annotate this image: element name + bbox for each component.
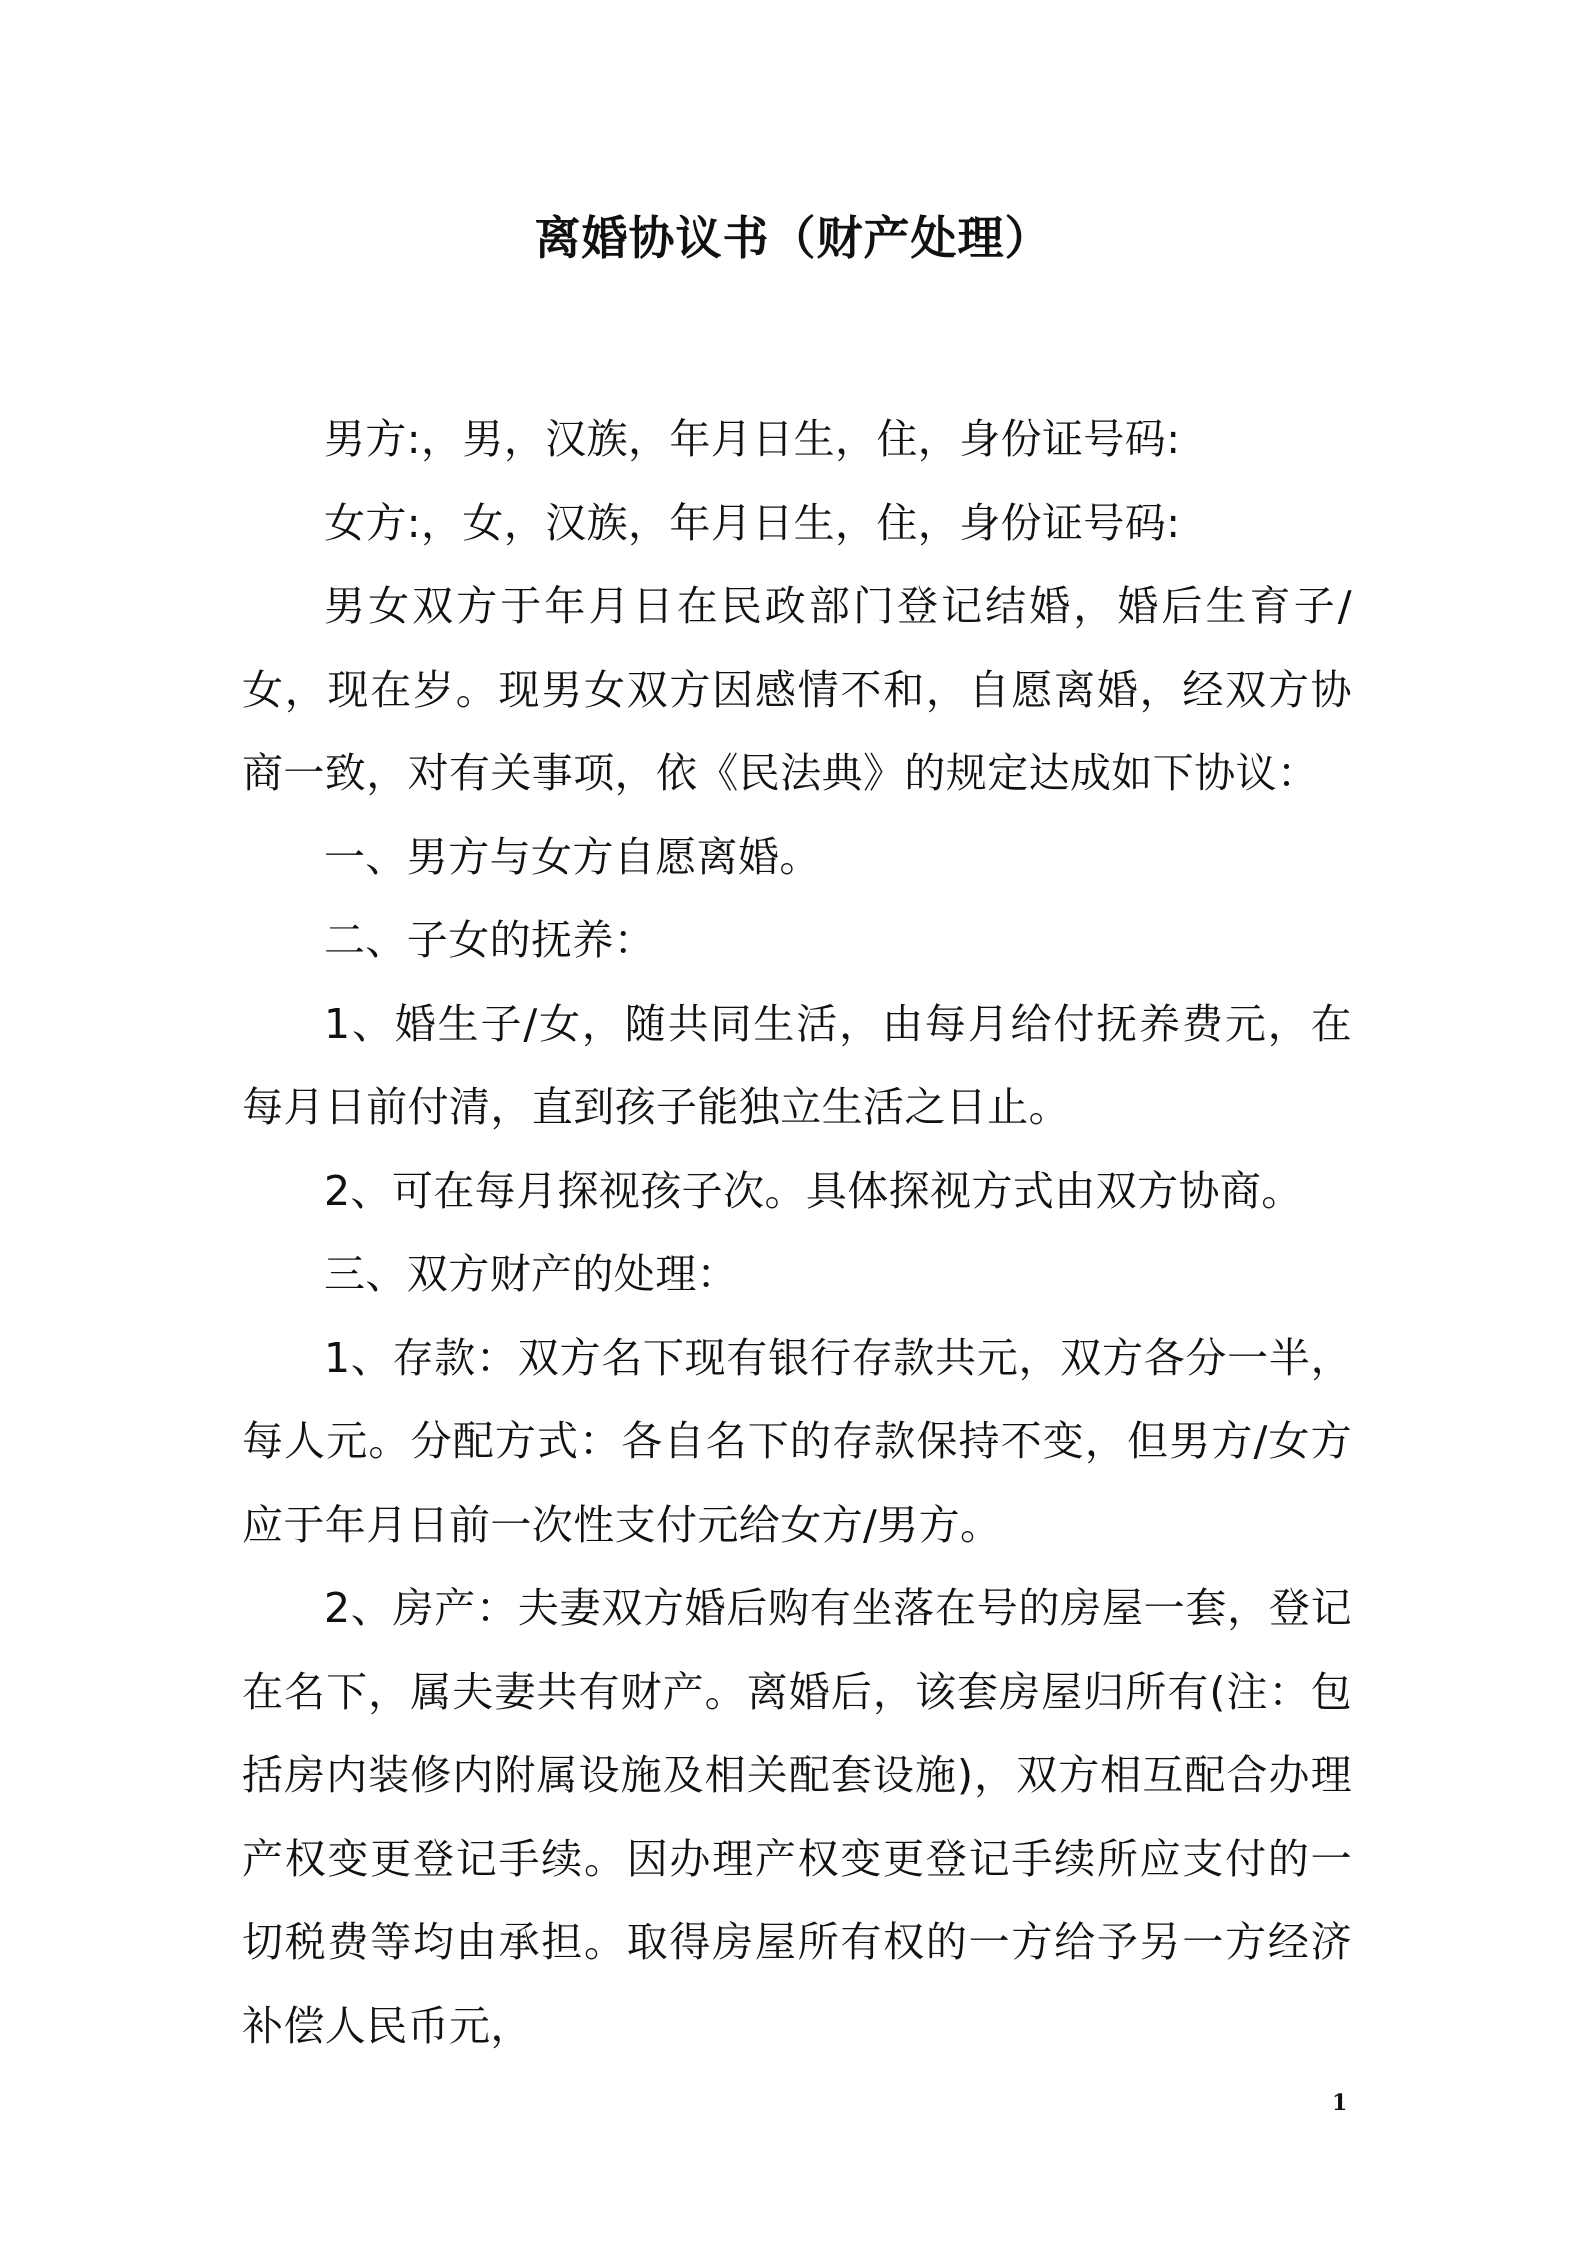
paragraph-female-party: 女方:，女，汉族，年月日生，住，身份证号码: <box>324 498 1181 547</box>
page-number: 1 <box>1332 2090 1348 2116</box>
paragraph-clause-1: 一、男方与女方自愿离婚。 <box>324 832 821 881</box>
paragraph-real-estate: 2、房产：夫妻双方婚后购有坐落在号的房屋一套，登记在名下，属夫妻共有财产。离婚后，该套房屋归所有(注：包括房内装修内附属设施及相关配套设施)，双方相互配合办理产权变更登记手续。因办理产权变更登记手续所应支付的一切税费等均由承担。取得房屋所有权的一方给予另一方经济补偿人民币元， <box>242 1584 1352 2050</box>
paragraph-child-support: 1、婚生子/女，随共同生活，由每月给付抚养费元，在每月日前付清，直到孩子能独立生活之日止。 <box>242 999 1352 1131</box>
paragraph-marriage-background: 男女双方于年月日在民政部门登记结婚，婚后生育子/女，现在岁。现男女双方因感情不和，自愿离婚，经双方协商一致，对有关事项，依《民法典》的规定达成如下协议： <box>242 582 1352 797</box>
paragraph-visitation: 2、可在每月探视孩子次。具体探视方式由双方协商。 <box>324 1166 1303 1215</box>
paragraph-clause-2-heading: 二、子女的抚养： <box>324 916 656 964</box>
paragraph-deposits: 1、存款：双方名下现有银行存款共元，双方各分一半，每人元。分配方式：各自名下的存款保持不变，但男方/女方应于年月日前一次性支付元给女方/男方。 <box>242 1333 1352 1549</box>
paragraph-male-party: 男方:，男，汉族，年月日生，住，身份证号码: <box>324 415 1181 463</box>
paragraph-clause-3-heading: 三、双方财产的处理： <box>324 1250 738 1298</box>
document-body <box>242 398 1352 2068</box>
document-title: 离婚协议书（财产处理） <box>534 211 1052 265</box>
